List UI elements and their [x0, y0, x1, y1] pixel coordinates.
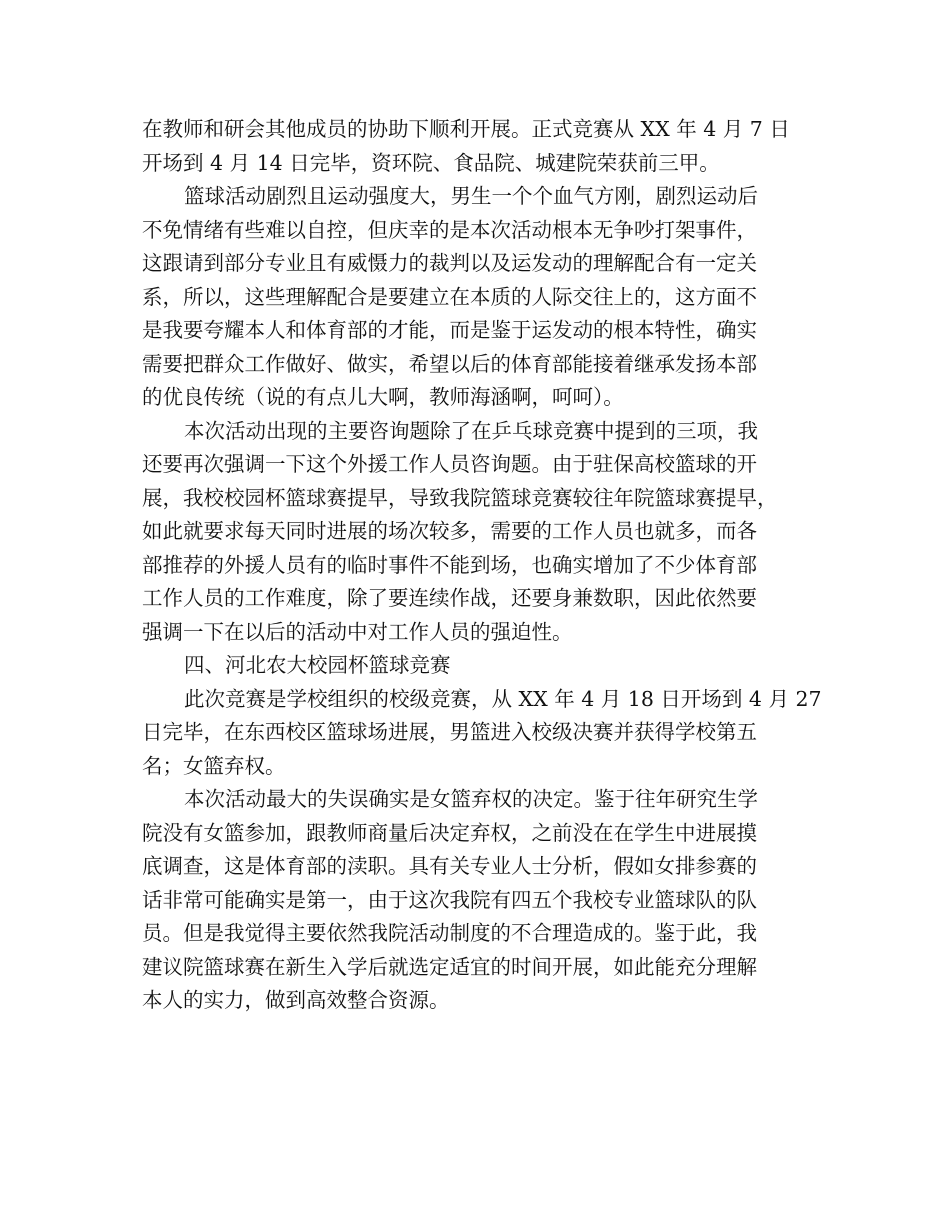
body-text-line: 名；女篮弃权。 [142, 753, 286, 778]
body-text-line: 话非常可能确实是第一，由于这次我院有四五个我校专业篮球队的队 [142, 887, 757, 912]
body-text-line: 如此就要求每天同时进展的场次较多，需要的工作人员也就多，而各 [142, 519, 757, 543]
body-text-line: 日完毕，在东西校区篮球场进展，男篮进入校级决赛并获得学校第五 [142, 720, 757, 744]
body-text-line: 部推荐的外援人员有的临时事件不能到场，也确实增加了不少体育部 [142, 552, 757, 577]
body-text-line: 这跟请到部分专业且有威慑力的裁判以及运发动的理解配合有一定关 [142, 251, 757, 275]
body-text-line: 工作人员的工作难度，除了要连续作战，还要身兼数职，因此依然要 [142, 586, 757, 610]
body-text-line: 不免情绪有些难以自控，但庆幸的是本次活动根本无争吵打架事件， [142, 217, 757, 242]
body-text-line: 系，所以，这些理解配合是要建立在本质的人际交往上的，这方面不 [142, 284, 757, 309]
body-text-line: 在教师和研会其他成员的协助下顺利开展。正式竞赛从 XX 年 4 月 7 日 [142, 117, 790, 141]
body-text-line: 需要把群众工作做好、做实，希望以后的体育部能接着继承发扬本部 [142, 351, 757, 376]
body-text-line: 开场到 4 月 14 日完毕，资环院、食品院、城建院荣获前三甲。 [142, 150, 720, 175]
section-heading: 四、河北农大校园杯篮球竞赛 [184, 653, 451, 677]
body-text-line: 的优良传统（说的有点儿大啊，教师海涵啊，呵呵）。 [142, 385, 624, 409]
paragraph-start-line: 此次竞赛是学校组织的校级竞赛，从 XX 年 4 月 18 日开场到 4 月 27 [184, 686, 822, 711]
body-text-line: 还要再次强调一下这个外援工作人员咨询题。由于驻保高校篮球的开 [142, 452, 757, 476]
body-text-line: 院没有女篮参加，跟教师商量后决定弃权，之前没在在学生中进展摸 [142, 820, 757, 845]
body-text-line: 本人的实力，做到高效整合资源。 [142, 988, 450, 1012]
body-text-line: 展，我校校园杯篮球赛提早，导致我院篮球竞赛较往年院篮球赛提早， [142, 485, 778, 510]
body-text-line: 底调查，这是体育部的渎职。具有关专业人士分析，假如女排参赛的 [142, 854, 757, 878]
body-text-line: 员。但是我觉得主要依然我院活动制度的不合理造成的。鉴于此，我 [142, 921, 757, 945]
body-text-line: 是我要夸耀本人和体育部的才能，而是鉴于运发动的根本特性，确实 [142, 318, 757, 342]
document-body [142, 113, 822, 1018]
paragraph-start-line: 本次活动出现的主要咨询题除了在乒乓球竞赛中提到的三项，我 [184, 418, 758, 443]
body-text-line: 强调一下在以后的活动中对工作人员的强迫性。 [142, 619, 573, 644]
body-text-line: 建议院篮球赛在新生入学后就选定适宜的时间开展，如此能充分理解 [142, 954, 757, 979]
paragraph-start-line: 本次活动最大的失误确实是女篮弃权的决定。鉴于往年研究生学 [184, 787, 758, 811]
paragraph-start-line: 篮球活动剧烈且运动强度大，男生一个个血气方刚，剧烈运动后 [184, 184, 758, 208]
